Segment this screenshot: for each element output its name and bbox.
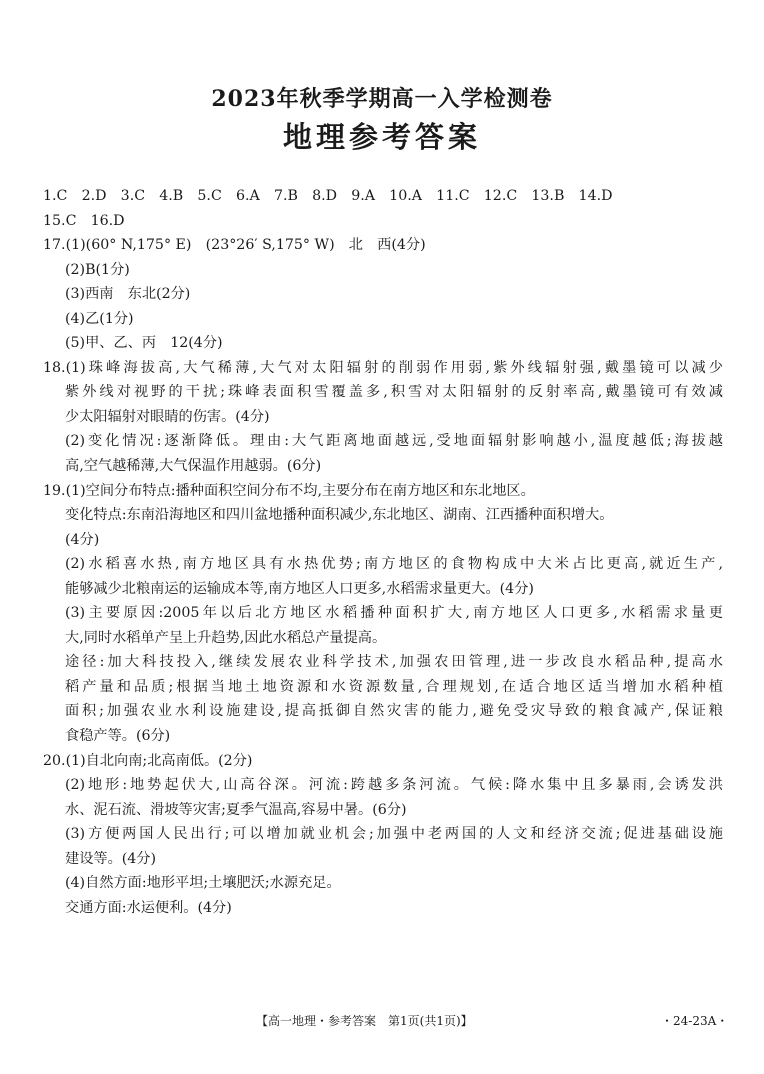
q20-part4-line1: (4)自然方面:地形平坦;土壤肥沃;水源充足。 [65, 875, 341, 892]
answer-key-title: 地理参考答案 [282, 120, 481, 154]
q19-part3-line2: 大,同时水稻单产呈上升趋势,因此水稻总产量提高。 [65, 629, 387, 646]
footer-page-info: 【高一地理・参考答案 第1页(共1页)】 [256, 1014, 473, 1028]
q20-part1: 20.(1)自北向南;北高南低。(2分) [43, 752, 253, 769]
q19-part1-line3: (4分) [65, 531, 100, 548]
q20-part3-line1: (3)方便两国人民出行;可以增加就业机会;加强中老两国的人文和经济交流;促进基础设施 [65, 826, 723, 843]
q18-part1-line1: 18.(1)珠峰海拔高,大气稀薄,大气对太阳辐射的削弱作用弱,紫外线辐射强,戴墨镜可以减少 [43, 359, 723, 376]
q17-part4: (4)乙(1分) [65, 310, 134, 327]
q19-part3-line5: 面积;加强农业水利设施建设,提高抵御自然灾害的能力,避免受灾导致的粮食减产,保证粮 [65, 703, 723, 720]
q19-part1-line2: 变化特点:东南沿海地区和四川盆地播种面积减少,东北地区、湖南、江西播种面积增大。 [65, 507, 614, 524]
q17-part5: (5)甲、乙、丙 12(4分) [65, 335, 223, 352]
q19-part1-line1: 19.(1)空间分布特点:播种面积空间分布不均,主要分布在南方地区和东北地区。 [43, 482, 535, 499]
q19-part2-line1: (2)水稻喜水热,南方地区具有水热优势;南方地区的食物构成中大米占比更高,就近生产, [65, 556, 723, 573]
q20-part2-line1: (2)地形:地势起伏大,山高谷深。河流:跨越多条河流。气候:降水集中且多暴雨,会诱发洪 [65, 777, 723, 794]
q20-part2-line2: 水、泥石流、滑坡等灾害;夏季气温高,容易中暑。(6分) [65, 801, 407, 818]
q18-part1-line3: 少太阳辐射对眼睛的伤害。(4分) [65, 408, 270, 425]
q19-part3-line4: 稻产量和品质;根据当地土地资源和水资源数量,合理规划,在适合地区适当增加水稻种植 [65, 678, 723, 695]
q17-part2: (2)B(1分) [65, 261, 130, 278]
footer-code: ・24-23A・ [661, 1014, 729, 1028]
q17-part3: (3)西南 东北(2分) [65, 286, 191, 303]
q20-part4-line2: 交通方面:水运便利。(4分) [65, 899, 232, 916]
mc-answers-row-1: 1.C 2.D 3.C 4.B 5.C 6.A 7.B 8.D 9.A 10.A 11.C 12.C 13.B 14.D [43, 188, 613, 204]
q19-part3-line3: 途径:加大科技投入,继续发展农业科学技术,加强农田管理,进一步改良水稻品种,提高水 [65, 654, 723, 671]
q18-part2-line1: (2)变化情况:逐渐降低。理由:大气距离地面越远,受地面辐射影响越小,温度越低;海拔越 [65, 433, 723, 450]
q17-part1: 17.(1)(60° N,175° E) (23°26′ S,175° W) 北 西(4分) [43, 237, 426, 254]
q20-part3-line2: 建设等。(4分) [65, 850, 157, 867]
q19-part2-line2: 能够减少北粮南运的运输成本等,南方地区人口更多,水稻需求量更大。(4分) [65, 580, 534, 597]
q19-part3-line6: 食稳产等。(6分) [65, 728, 171, 745]
q18-part1-line2: 紫外线对视野的干扰;珠峰表面积雪覆盖多,积雪对太阳辐射的反射率高,戴墨镜可有效减 [65, 384, 723, 401]
answer-body [43, 184, 723, 920]
q18-part2-line2: 高,空气越稀薄,大气保温作用越弱。(6分) [65, 458, 322, 475]
exam-title: 2023年秋季学期高一入学检测卷 [211, 86, 553, 112]
q19-part3-line1: (3)主要原因:2005年以后北方地区水稻播种面积扩大,南方地区人口更多,水稻需求量更 [65, 605, 723, 622]
mc-answers-row-2: 15.C 16.D [43, 212, 125, 229]
